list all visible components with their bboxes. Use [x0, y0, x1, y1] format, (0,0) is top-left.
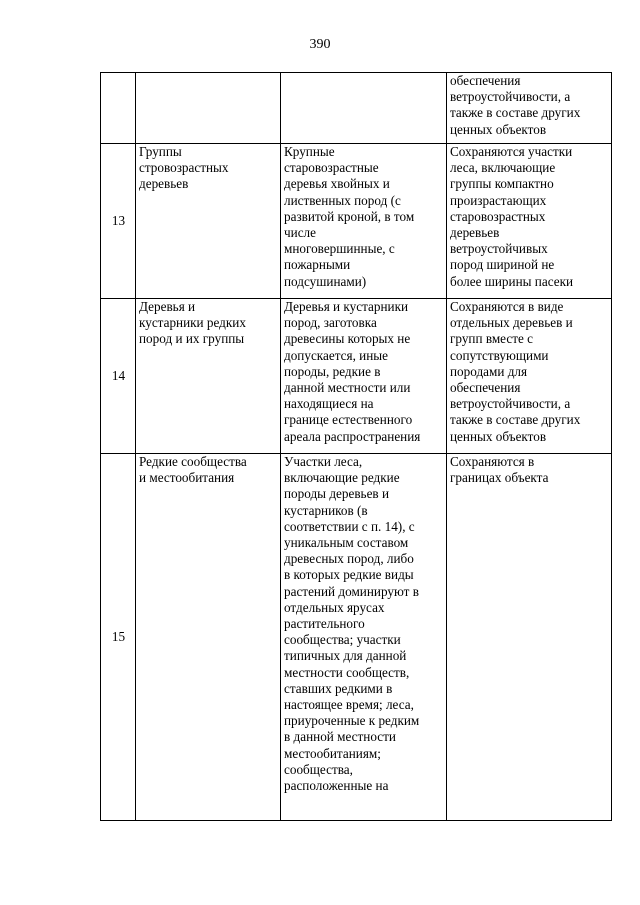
description-cell: Участки леса, включающие редкие породы деревьев и кустарников (в соответствии с п. 14), с уникальным составом древесных пород, либо в которых редкие виды растений доминируют в отдельных ярусах растительного сообщества; участки типичных для данной местности сообществ, ставших редкими в настоящее время; леса, приуроченные к редким в данной местности местообитаниям; сообщества, расположенные на: [281, 454, 447, 821]
object-name-cell: Деревья и кустарники редких пород и их группы: [136, 299, 281, 454]
object-name-cell: Группы стровозрастных деревьев: [136, 144, 281, 299]
document-table: [100, 72, 612, 821]
measure-cell: Сохраняются в границах объекта: [447, 454, 612, 821]
row-number-cell: 14: [101, 299, 136, 454]
row-number-cell: 13: [101, 144, 136, 299]
measure-cell: Сохраняются в виде отдельных деревьев и групп вместе с сопутствующими породами для обеспечения ветроустойчивости, а также в составе других ценных объектов: [447, 299, 612, 454]
row-number-cell: 15: [101, 454, 136, 821]
page-number: 390: [309, 37, 331, 52]
table-row: [101, 73, 612, 144]
table-row: [101, 299, 612, 454]
table-row: [101, 454, 612, 821]
table-row: [101, 144, 612, 299]
row-number-cell: [101, 73, 136, 144]
object-name-cell: Редкие сообщества и местообитания: [136, 454, 281, 821]
description-cell: Крупные старовозрастные деревья хвойных и лиственных пород (с развитой кроной, в том числе многовершинные, с пожарными подсушинами): [281, 144, 447, 299]
description-cell: [281, 73, 447, 144]
measure-cell: Сохраняются участки леса, включающие группы компактно произрастающих старовозрастных деревьев ветроустойчивых пород шириной не более ширины пасеки: [447, 144, 612, 299]
description-cell: Деревья и кустарники пород, заготовка древесины которых не допускается, иные породы, редкие в данной местности или находящиеся на границе естественного ареала распространения: [281, 299, 447, 454]
measure-cell: обеспечения ветроустойчивости, а также в составе других ценных объектов: [447, 73, 612, 144]
object-name-cell: [136, 73, 281, 144]
